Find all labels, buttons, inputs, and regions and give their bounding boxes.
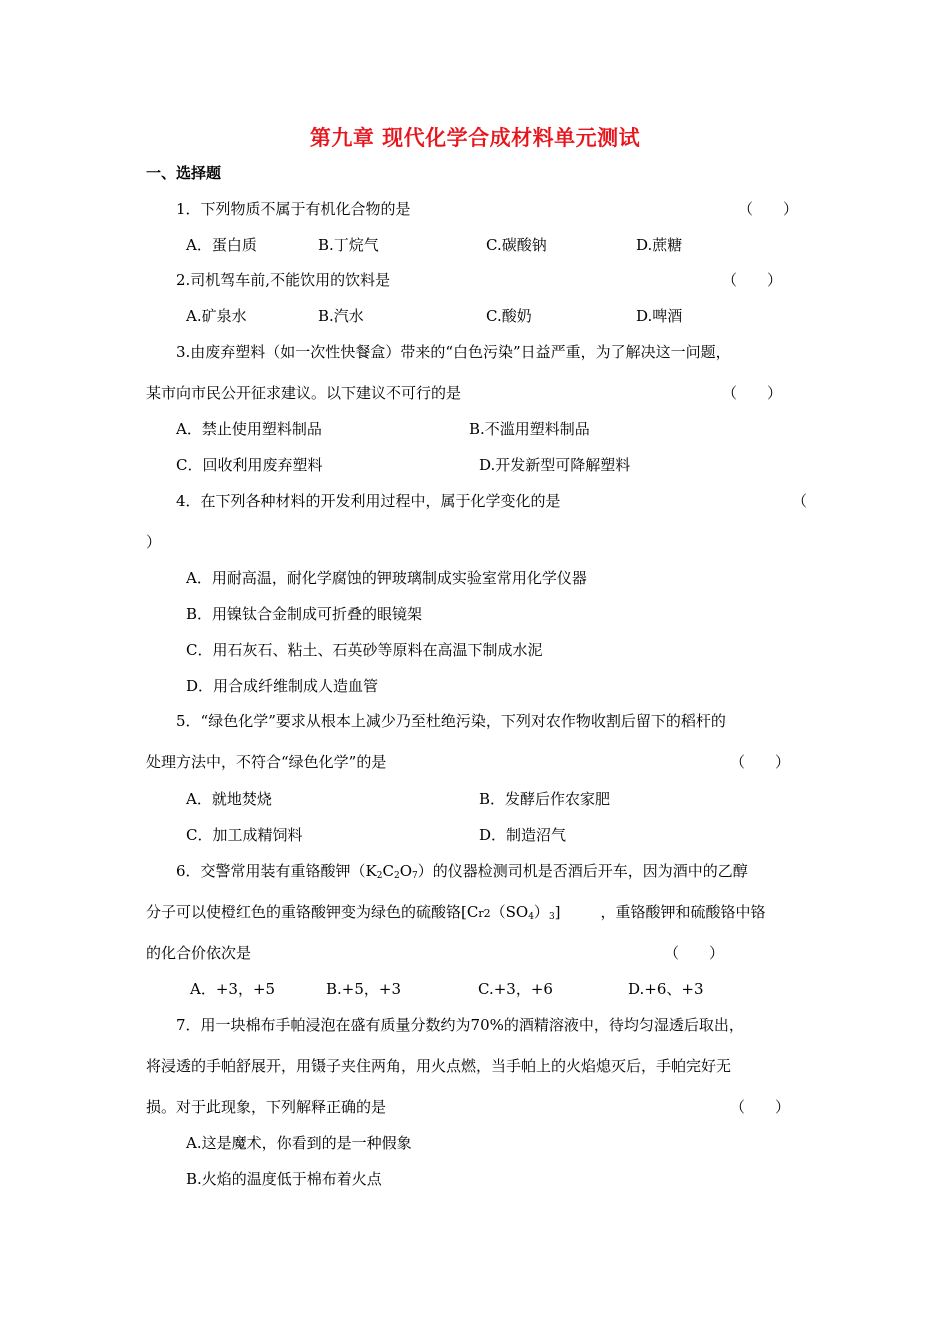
section-heading: 一、选择题 [146, 164, 222, 182]
question-2-option-d: D.啤酒 [636, 307, 683, 325]
question-5-option-c: C．加工成精饲料 [186, 826, 303, 844]
question-6-stem-line-2-pre: 分子可以使橙红色的重铬酸钾变为绿色的硫酸铬[C [146, 903, 479, 921]
question-3-option-d: D.开发新型可降解塑料 [479, 456, 631, 474]
question-1-option-a: A．蛋白质 [186, 236, 257, 254]
question-6-option-d: D.+6、+3 [628, 980, 704, 998]
question-7-stem-line-2: 将浸透的手帕舒展开，用镊子夹住两角，用火点燃，当手帕上的火焰熄灭后，手帕完好无 [146, 1057, 732, 1075]
question-7-option-b: B.火焰的温度低于棉布着火点 [186, 1170, 382, 1188]
question-1-option-c: C.碳酸钠 [486, 236, 547, 254]
question-5-stem-line-2: 处理方法中，不符合“绿色化学”的是 [146, 753, 387, 771]
question-2-option-b: B.汽水 [318, 307, 364, 325]
question-5-option-a: A．就地焚烧 [186, 790, 272, 808]
question-4-option-d: D．用合成纤维制成人造血管 [186, 677, 379, 695]
question-7-stem-line-1: 7．用一块棉布手帕浸泡在盛有质量分数约为70%的酒精溶液中，待均匀湿透后取出， [176, 1016, 744, 1034]
question-4-paren-open: （ [792, 492, 808, 510]
question-4-paren-close: ） [146, 533, 162, 551]
question-6-stem-line-3: 的化合价依次是 [146, 944, 252, 962]
question-7-answer-blank: （ ） [730, 1098, 791, 1116]
question-7-option-a: A.这是魔术，你看到的是一种假象 [186, 1134, 412, 1152]
question-6-answer-blank: （ ） [664, 944, 725, 962]
question-7-stem-line-3: 损。对于此现象，下列解释正确的是 [146, 1098, 387, 1116]
question-6-stem-line-1-pre: 6．交警常用装有重铬酸钾（K [176, 862, 377, 880]
question-6-stem-line-1-post: ）的仪器检测司机是否酒后开车，因为酒中的乙醇 [417, 862, 748, 880]
question-3-option-b: B.不滥用塑料制品 [469, 420, 590, 438]
question-1-option-b: B.丁烷气 [318, 236, 379, 254]
question-2-option-a: A.矿泉水 [186, 307, 247, 325]
question-6-stem-line-1: 6．交警常用装有重铬酸钾$(K_2C_2O_7)$的仪器检测司机是否酒后开车，因为酒中的乙醇 [176, 862, 748, 881]
question-4-option-a: A．用耐高温，耐化学腐蚀的钾玻璃制成实验室常用化学仪器 [186, 569, 587, 587]
question-6-option-c: C.+3，+6 [478, 980, 553, 998]
question-5-option-b: B．发酵后作农家肥 [479, 790, 611, 808]
question-6-stem-line-2: 分子可以使橙红色的重铬酸钾变为绿色的硫酸铬$[Cr2(SO_4)_3]$ ，重铬酸钾和硫酸铬中铬 [146, 903, 766, 922]
question-4-stem: 4．在下列各种材料的开发利用过程中，属于化学变化的是 [176, 492, 561, 510]
question-4-option-b: B．用镍钛合金制成可折叠的眼镜架 [186, 605, 423, 623]
question-4-option-c: C．用石灰石、粘土、石英砂等原料在高温下制成水泥 [186, 641, 543, 659]
question-5-option-d: D．制造沼气 [479, 826, 567, 844]
question-2-stem: 2.司机驾车前,不能饮用的饮料是 [176, 271, 391, 289]
question-6-option-b: B.+5，+3 [326, 980, 402, 998]
question-3-option-c: C．回收利用废弃塑料 [176, 456, 323, 474]
question-2-answer-blank: （ ） [722, 271, 783, 289]
question-3-stem-line-1: 3.由废弃塑料（如一次性快餐盒）带来的“白色污染”日益严重，为了解决这一问题， [176, 343, 731, 361]
question-1-answer-blank: （ ） [738, 200, 799, 218]
question-6-stem-line-2-post: ，重铬酸钾和硫酸铬中铬 [600, 903, 766, 921]
question-3-option-a: A．禁止使用塑料制品 [176, 420, 322, 438]
question-1-stem: 1．下列物质不属于有机化合物的是 [176, 200, 411, 218]
question-5-stem-line-1: 5．“绿色化学”要求从根本上减少乃至杜绝污染，下列对农作物收割后留下的稻杆的 [176, 712, 726, 730]
page-title: 第九章 现代化学合成材料单元测试 [309, 126, 641, 150]
question-5-answer-blank: （ ） [730, 753, 791, 771]
question-6-option-a: A．+3，+5 [190, 980, 276, 998]
question-1-option-d: D.蔗糖 [636, 236, 683, 254]
question-3-stem-line-2: 某市向市民公开征求建议。以下建议不可行的是 [146, 384, 462, 402]
question-2-option-c: C.酸奶 [486, 307, 532, 325]
question-3-answer-blank: （ ） [722, 384, 783, 402]
